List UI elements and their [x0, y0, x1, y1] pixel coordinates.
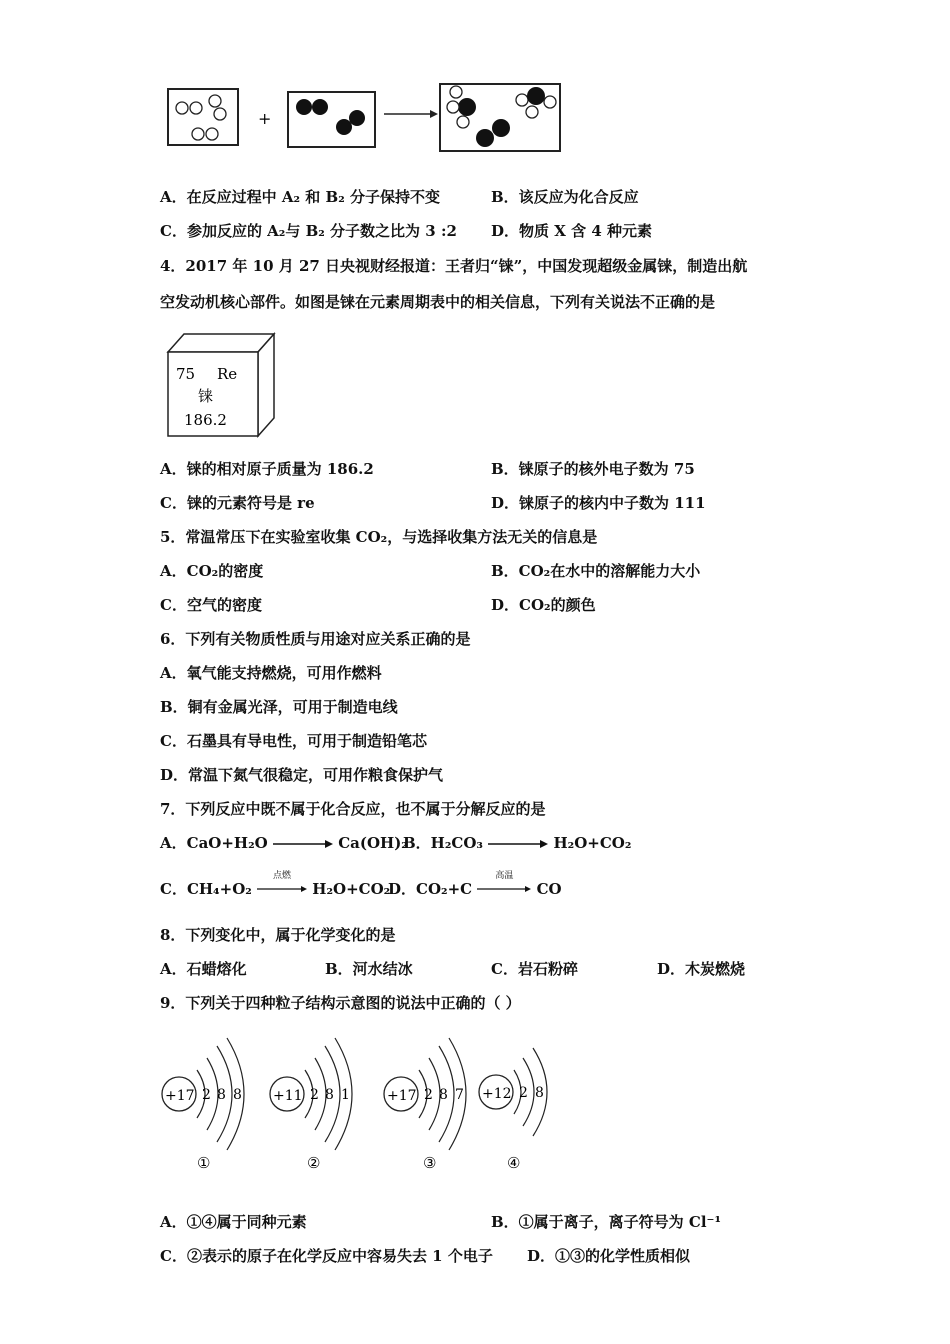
- q7-d-products: CO: [536, 880, 562, 898]
- q7-option-a[interactable]: [160, 833, 408, 853]
- q7-option-d[interactable]: [388, 871, 562, 900]
- particle-1-shell-1: 2: [202, 1087, 211, 1103]
- q3-option-a[interactable]: A．在反应过程中 A₂ 和 B₂ 分子保持不变: [160, 188, 440, 206]
- q4-option-b[interactable]: B．铼原子的核外电子数为 75: [491, 460, 695, 478]
- q7-stem: 7．下列反应中既不属于化合反应，也不属于分解反应的是: [160, 800, 546, 818]
- q5-stem: 5．常温常压下在实验室收集 CO₂，与选择收集方法无关的信息是: [160, 528, 598, 546]
- q5-option-d[interactable]: D．CO₂的颜色: [491, 596, 596, 614]
- q4-option-a[interactable]: A．铼的相对原子质量为 186.2: [160, 460, 374, 478]
- q7-c-products: H₂O+CO₂: [312, 880, 391, 898]
- q7-a-reactants: A．CaO+H₂O: [160, 834, 268, 852]
- particle-1-diagram: [162, 1038, 244, 1172]
- q8-option-a[interactable]: A．石蜡熔化: [160, 960, 247, 978]
- q8-stem: 8．下列变化中，属于化学变化的是: [160, 926, 396, 944]
- element-mass: 186.2: [184, 411, 227, 429]
- particle-3-label: ③: [423, 1154, 437, 1172]
- q7-d-condition: 高温: [495, 871, 514, 881]
- particle-1-shell-3: 8: [233, 1087, 242, 1103]
- q4-stem-line2: 空发动机核心部件。如图是铼在元素周期表中的相关信息，下列有关说法不正确的是: [160, 293, 716, 311]
- q4-stem-line1: 4．2017 年 10 月 27 日央视财经报道：王者归“铼”，中国发现超级金属铼，制造出航: [160, 257, 748, 275]
- q4-option-d[interactable]: D．铼原子的核内中子数为 111: [491, 494, 706, 512]
- q9-option-c[interactable]: C．②表示的原子在化学反应中容易失去 1 个电子: [160, 1247, 493, 1265]
- q6-stem: 6．下列有关物质性质与用途对应关系正确的是: [160, 630, 471, 648]
- particle-4-nucleus: +12: [482, 1086, 512, 1102]
- q7-b-products: H₂O+CO₂: [553, 834, 632, 852]
- reaction-arrow-icon: [488, 838, 548, 850]
- q7-d-arrow: [477, 871, 531, 900]
- q7-option-c[interactable]: [160, 871, 391, 900]
- particle-4-diagram: [479, 1048, 547, 1172]
- particle-1-nucleus: +17: [165, 1088, 195, 1104]
- plus-sign: +: [258, 109, 272, 128]
- reaction-arrow-icon: [273, 838, 333, 850]
- q6-option-d[interactable]: D．常温下氮气很稳定，可用作粮食保护气: [160, 766, 444, 784]
- q3-option-c[interactable]: C．参加反应的 A₂与 B₂ 分子数之比为 3 :2: [160, 222, 457, 240]
- q6-option-b[interactable]: B．铜有金属光泽，可用于制造电线: [160, 698, 398, 716]
- particle-2-diagram: [270, 1038, 352, 1172]
- q9-stem: 9．下列关于四种粒子结构示意图的说法中正确的（ ）: [160, 994, 521, 1012]
- q3-option-b[interactable]: B．该反应为化合反应: [491, 188, 639, 206]
- q5-option-a[interactable]: A．CO₂的密度: [160, 562, 264, 580]
- particle-2-label: ②: [307, 1154, 321, 1172]
- q7-c-arrow: [257, 871, 307, 900]
- reaction-molecule-diagram: [160, 80, 580, 160]
- q5-option-c[interactable]: C．空气的密度: [160, 596, 262, 614]
- q5-option-b[interactable]: B．CO₂在水中的溶解能力大小: [491, 562, 701, 580]
- q9-option-d[interactable]: D．①③的化学性质相似: [527, 1247, 691, 1265]
- particle-2-shell-3: 1: [341, 1087, 350, 1103]
- element-card-rhenium: [162, 330, 282, 440]
- q7-c-reactants: C．CH₄+O₂: [160, 880, 252, 898]
- q8-option-b[interactable]: B．河水结冰: [325, 960, 413, 978]
- particle-2-nucleus: +11: [273, 1088, 303, 1104]
- q6-option-a[interactable]: A．氧气能支持燃烧，可用作燃料: [160, 664, 382, 682]
- element-name: 铼: [198, 387, 214, 405]
- particle-4-label: ④: [507, 1154, 521, 1172]
- particle-1-label: ①: [197, 1154, 211, 1172]
- particle-4-shell-2: 8: [535, 1085, 544, 1101]
- atomic-structure-diagrams: [155, 1030, 575, 1180]
- particle-3-shell-2: 8: [439, 1087, 448, 1103]
- element-symbol: Re: [217, 365, 238, 383]
- particle-4-shell-1: 2: [519, 1085, 528, 1101]
- q7-option-b[interactable]: [403, 833, 631, 853]
- q4-option-c[interactable]: C．铼的元素符号是 re: [160, 494, 315, 512]
- q7-b-reactants: B．H₂CO₃: [403, 834, 483, 852]
- q9-option-b[interactable]: B．①属于离子，离子符号为 Cl⁻¹: [491, 1213, 722, 1231]
- particle-2-shell-1: 2: [310, 1087, 319, 1103]
- particle-2-shell-2: 8: [325, 1087, 334, 1103]
- particle-1-shell-2: 8: [217, 1087, 226, 1103]
- particle-3-shell-1: 2: [424, 1087, 433, 1103]
- particle-3-nucleus: +17: [387, 1088, 417, 1104]
- q9-option-a[interactable]: A．①④属于同种元素: [160, 1213, 307, 1231]
- particle-3-diagram: [384, 1038, 466, 1172]
- q7-c-condition: 点燃: [273, 871, 292, 881]
- q8-option-d[interactable]: D．木炭燃烧: [657, 960, 746, 978]
- q6-option-c[interactable]: C．石墨具有导电性，可用于制造铅笔芯: [160, 732, 427, 750]
- element-number: 75: [176, 365, 196, 383]
- particle-3-shell-3: 7: [455, 1087, 464, 1103]
- q7-a-products: Ca(OH)₂: [338, 834, 408, 852]
- q7-d-reactants: D．CO₂+C: [388, 880, 473, 898]
- q3-option-d[interactable]: D．物质 X 含 4 种元素: [491, 222, 652, 240]
- q8-option-c[interactable]: C．岩石粉碎: [491, 960, 578, 978]
